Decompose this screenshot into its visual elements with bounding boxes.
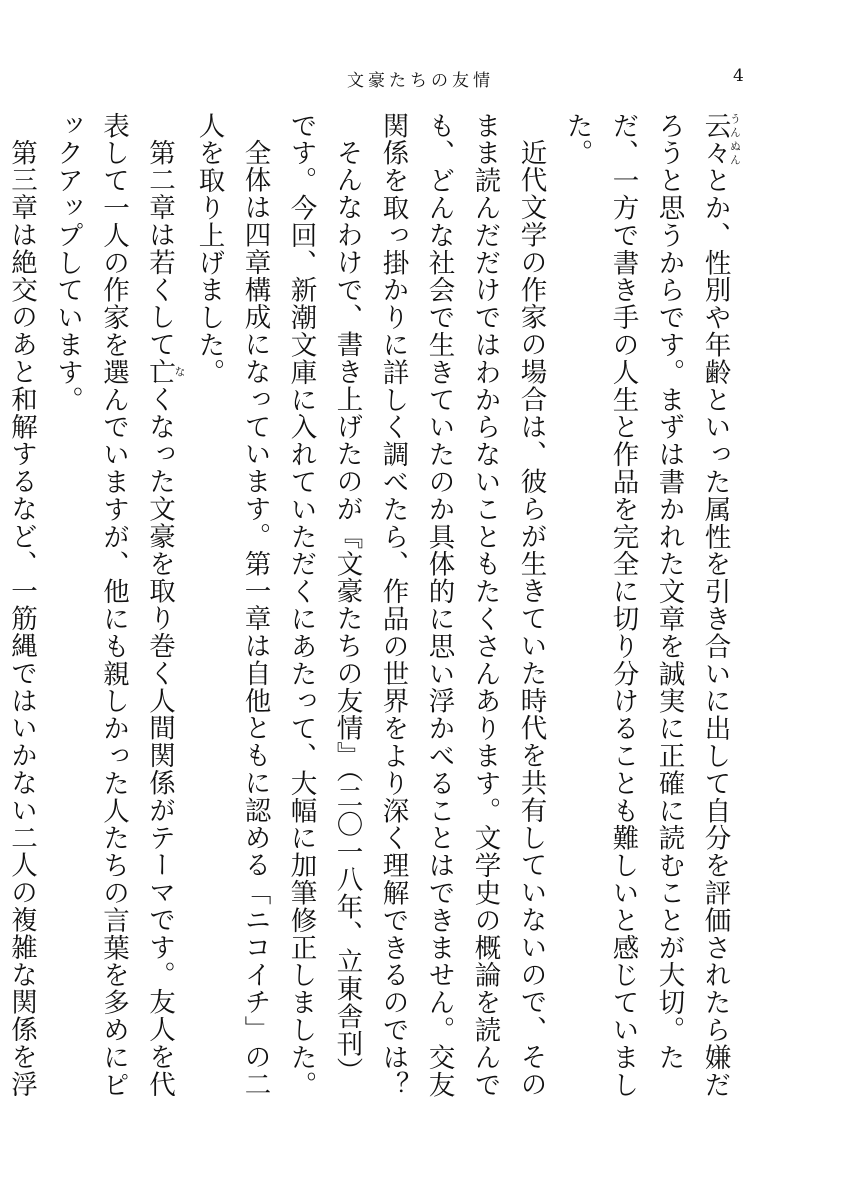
paragraph-1-text: とか、性別や年齢といった属性を引き合いに出して自分を評価されたら嫌だろうと思うからです。まずは書かれた文章を誠実に正確に読むことが大切。ただ、一方で書き手の人生と作品を完全に切り分けることも難しいと感じていました。 bbox=[561, 112, 731, 1099]
ruby-reading: うんぬん bbox=[728, 112, 742, 167]
paragraph-3: そんなわけで、書き上げたのが『文豪たちの友情』（二〇一八年、立東舎刊）です。今回、新潮文庫に入れていただくにあたって、大幅に加筆修正しました。 bbox=[285, 112, 363, 1099]
paragraph-2: 近代文学の作家の場合は、彼らが生きていた時代を共有していないので、そのまま読んだだけではわからないこともたくさんあります。文学史の概論を読んでも、どんな社会で生きていたのか具体的に思い浮かべることはできません。交友関係を取っ掛かりに詳しく調べたら、作品の世界をより深く理解できるのでは？ bbox=[377, 112, 547, 1099]
paragraph-5-before: 第二章は若くして bbox=[144, 138, 175, 358]
paragraph-5 bbox=[44, 112, 186, 1102]
running-header bbox=[0, 66, 841, 96]
paragraph-5-after: くなった文豪を取り巻く人間関係がテーマです。友人を代表して一人の作家を選んでいますが、他にも親しかった人たちの言葉を多めにピックアップしています。 bbox=[52, 112, 175, 1099]
ruby-base: 云々 bbox=[699, 112, 731, 167]
vertical-body-text bbox=[6, 112, 742, 1102]
paragraph-6: 第三章は絶交のあと和解するなど、一筋縄ではいかない二人の複雑な関係を浮 bbox=[6, 138, 37, 1098]
page-number: 4 bbox=[733, 66, 744, 86]
ruby-na bbox=[144, 357, 186, 386]
paragraph-4: 全体は四章構成になっています。第一章は自他ともに認める「ニコイチ」の二人を取り上げました。 bbox=[193, 112, 271, 1098]
book-title: 文豪たちの友情 bbox=[347, 71, 494, 91]
ruby-base: 亡 bbox=[144, 357, 175, 386]
ruby-unnun bbox=[699, 112, 742, 167]
paragraph-1 bbox=[554, 112, 742, 1102]
ruby-reading: な bbox=[173, 357, 186, 386]
